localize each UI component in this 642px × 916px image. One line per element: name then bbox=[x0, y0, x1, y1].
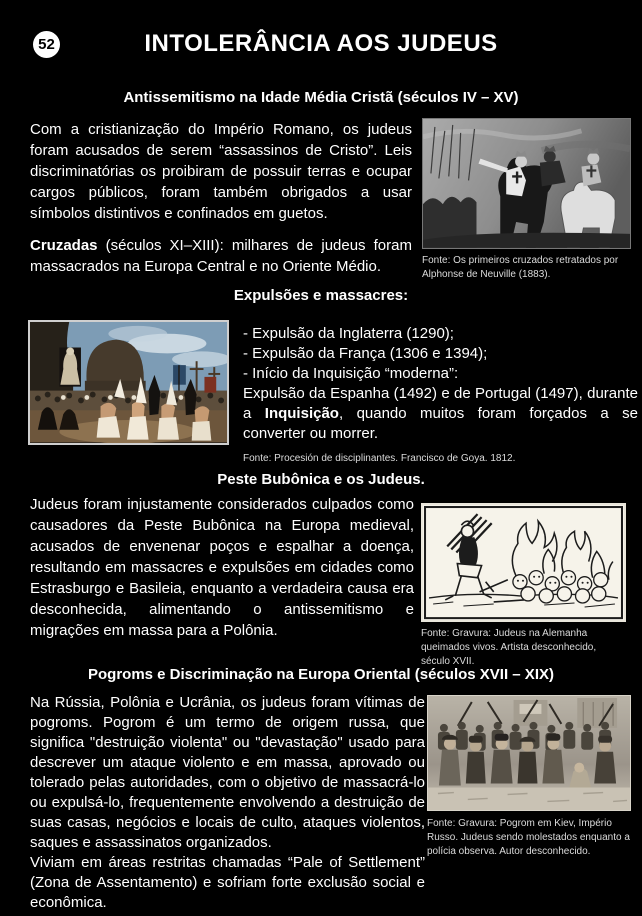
section4-heading: Pogroms e Discriminação na Europa Oriental (séculos XVII – XIX) bbox=[88, 666, 554, 683]
goya-procession-image bbox=[28, 320, 229, 445]
list-item: - Expulsão da França (1306 e 1394); bbox=[243, 345, 488, 362]
page-title: INTOLERÂNCIA AOS JUDEUS bbox=[144, 30, 498, 57]
crusaders-image bbox=[422, 118, 631, 249]
section2-text bbox=[243, 324, 638, 466]
section2-paragraph-post: , quando muitos foram forçados a se converter ou morrer. bbox=[243, 405, 639, 442]
section4-figure bbox=[427, 695, 631, 859]
section1-paragraph-2-rest: (séculos XI–XIII): milhares de judeus foram massacrados na Europa Central e no Oriente Médio. bbox=[30, 237, 412, 275]
section2-caption: Fonte: Procesión de disciplinantes. Francisco de Goya. 1812. bbox=[243, 453, 516, 464]
section1-figure bbox=[422, 118, 631, 282]
section4-text bbox=[30, 693, 425, 913]
section1-text bbox=[30, 119, 412, 277]
section2-paragraph-pre: Expulsão da Espanha (1492) e de Portugal (1497), durante a bbox=[243, 385, 638, 422]
section2-heading: Expulsões e massacres: bbox=[233, 287, 409, 304]
crusaders-illustration bbox=[423, 119, 630, 248]
section1-paragraph-2 bbox=[30, 235, 412, 277]
expulsions-list bbox=[243, 324, 638, 384]
burning-woodcut-image bbox=[421, 503, 626, 622]
burning-woodcut-illustration bbox=[423, 505, 624, 620]
section1-caption: Fonte: Os primeiros cruzados retratados por Alphonse de Neuville (1883). bbox=[422, 254, 619, 280]
page-number-badge: 52 bbox=[33, 31, 60, 58]
kiev-pogrom-image bbox=[427, 695, 631, 811]
section4-paragraph-1: Na Rússia, Polônia e Ucrânia, os judeus foram vítimas de pogroms. Pogrom é um termo de origem russa, que significa "destruição violenta" ou "devastação" usado para descrever um ataque violento e em massa, aprovado ou tolerado pelas autoridades, com o objetivo de massacrá-lo ou expulsá-lo, frequentemente envolvendo a destruição de suas casas, negócios e locais de culto, ataques violentos, saques e assassinatos organizados. bbox=[30, 694, 425, 851]
section3-text bbox=[30, 494, 414, 641]
list-item: - Expulsão da Inglaterra (1290); bbox=[243, 325, 454, 342]
list-item: - Início da Inquisição “moderna”: bbox=[243, 365, 459, 382]
section1-heading: Antissemitismo na Idade Média Cristã (séculos IV – XV) bbox=[123, 89, 519, 106]
section2-paragraph bbox=[243, 384, 638, 444]
section3-heading: Peste Bubônica e os Judeus. bbox=[217, 471, 425, 488]
section3-paragraph: Judeus foram injustamente considerados culpados como causadores da Peste Bubônica na Europa medieval, acusados de envenenar poços e espalhar a doença, resultando em massacres e expulsões em cidades como Estrasburgo e Basileia, enquanto a verdadeira causa era desconhecida, alimentando o antissemitismo e migrações em massa para a Polônia. bbox=[30, 496, 414, 639]
section4-caption: Fonte: Gravura: Pogrom em Kiev, Império Russo. Judeus sendo molestados enquanto a polícia observa. Autor desconhecido. bbox=[427, 818, 630, 858]
section2-figure bbox=[28, 320, 229, 445]
section2-bold-term: Inquisição bbox=[264, 405, 339, 422]
goya-procession-illustration bbox=[30, 322, 227, 443]
section3-caption: Fonte: Gravura: Judeus na Alemanha queimados vivos. Artista desconhecido, século XVII. bbox=[421, 628, 597, 668]
kiev-pogrom-illustration bbox=[428, 696, 630, 810]
section4-paragraph-2: Viviam em áreas restritas chamadas “Pale of Settlement” (Zona de Assentamento) e sofriam forte exclusão social e econômica. bbox=[30, 854, 425, 911]
section1-paragraph-1: Com a cristianização do Império Romano, os judeus foram acusados de serem “assassinos de Cristo”. Leis discriminatórias os proibiram de possuir terras e ocupar cargos públicos, foram também obrigados a usar símbolos distintivos e confinados em guetos. bbox=[30, 121, 412, 222]
section3-figure bbox=[421, 503, 626, 669]
section1-bold-term: Cruzadas bbox=[30, 237, 98, 254]
